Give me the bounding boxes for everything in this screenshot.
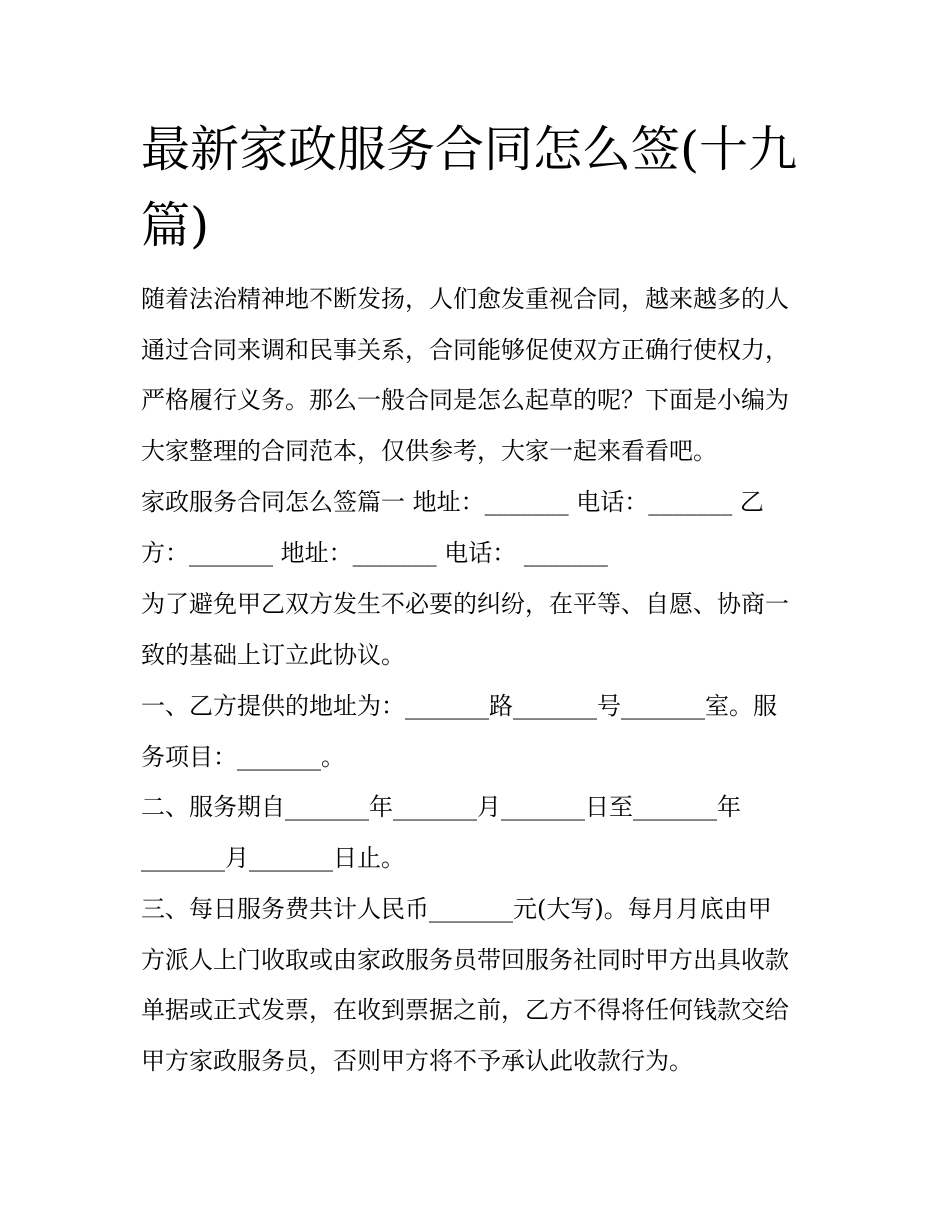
text-line: 严格履行义务。那么一般合同是怎么起草的呢？下面是小编为 (141, 386, 789, 415)
text-line: _______月_______日止。 (141, 843, 405, 872)
text-line: 一、乙方提供的地址为：_______路_______号_______室。服 (141, 692, 777, 720)
text-line: 致的基础上订立此协议。 (141, 640, 405, 669)
title-line: 篇) (141, 197, 210, 254)
clause-3-paragraph (141, 884, 789, 1087)
text-line: 家政服务合同怎么签篇一 地址：_______ 电话：_______ 乙 (141, 488, 764, 516)
text-line: 单据或正式发票，在收到票据之前，乙方不得将任何钱款交给 (141, 996, 789, 1025)
document-title (141, 112, 821, 264)
text-line: 大家整理的合同范本，仅供参考，大家一起来看看吧。 (141, 437, 717, 466)
title-line: 最新家政服务合同怎么签(十九 (141, 121, 798, 178)
text-line: 二、服务期自_______年_______月_______日至_______年 (141, 793, 741, 821)
purpose-paragraph (141, 579, 789, 680)
text-line: 三、每日服务费共计人民币_______元(大写)。每月月底由甲 (141, 895, 772, 923)
text-line: 为了避免甲乙双方发生不必要的纠纷，在平等、自愿、协商一 (141, 590, 789, 618)
text-line: 方：_______ 地址：_______ 电话： _______ (141, 538, 608, 567)
text-line: 随着法治精神地不断发扬，人们愈发重视合同，越来越多的人 (141, 285, 789, 313)
text-line: 务项目：_______。 (141, 742, 345, 771)
text-line: 方派人上门收取或由家政服务员带回服务社同时甲方出具收款 (141, 945, 789, 974)
text-line: 通过合同来调和民事关系，合同能够促使双方正确行使权力， (141, 335, 789, 364)
text-line: 甲方家政服务员，否则甲方将不予承认此收款行为。 (141, 1047, 693, 1076)
clause-1-paragraph (141, 681, 777, 782)
parties-paragraph (141, 477, 764, 578)
clause-2-paragraph (141, 782, 741, 883)
intro-paragraph (141, 274, 789, 477)
